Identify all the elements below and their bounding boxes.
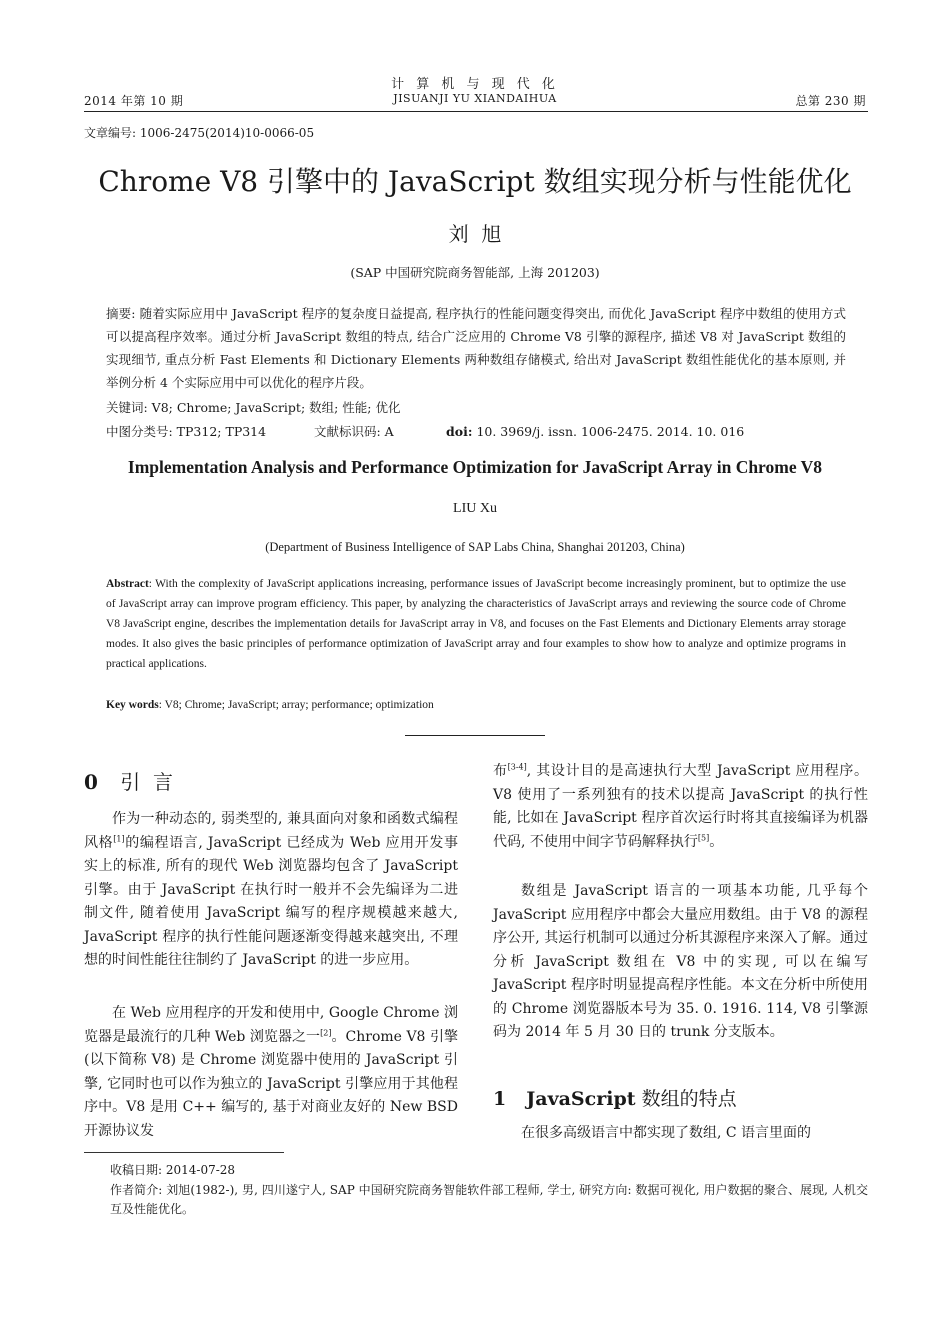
keywords-cn: 关键词: V8; Chrome; JavaScript; 数组; 性能; 优化	[106, 400, 401, 415]
journal-name-pinyin: JISUANJI YU XIANDAIHUA	[393, 92, 557, 105]
author-en: LIU Xu	[453, 501, 497, 516]
abstract-end-rule	[405, 735, 545, 736]
section-0-p1-text-b: 的编程语言, JavaScript 已经成为 Web 应用开发事实上的标准, 所有的现代 Web 浏览器均包含了 JavaScript 引擎。由于 JavaScript 在执行时一般并不会先编译为二进制文件, 随着使用 JavaScript 编写的程序规模越来越大, JavaScript 程序的执行性能问题逐渐变得越来越突出, 不理想的时间性能往往制约了 JavaScript 的进一步应用。	[84, 834, 458, 968]
citation-5: [5]	[697, 832, 710, 842]
doi-value: 10. 3969/j. issn. 1006-2475. 2014. 10. 016	[476, 424, 745, 439]
section-1-number: 1	[493, 1088, 507, 1110]
keywords-en-label: Key words	[106, 699, 159, 711]
affiliation-en: (Department of Business Intelligence of SAP Labs China, Shanghai 201203, China)	[265, 540, 685, 554]
section-0-p1-text-a: 作为一种动态的, 弱类型的, 兼具面向对象和函数式编程风格	[84, 811, 458, 851]
section-0-paragraph-1	[84, 808, 458, 973]
article-number: 文章编号: 1006-2475(2014)10-0066-05	[84, 126, 315, 140]
section-1-title-en: JavaScript	[526, 1088, 636, 1110]
section-1-heading	[493, 1084, 737, 1111]
section-0-paragraph-2	[84, 1002, 458, 1143]
section-1-title-cn: 数组的特点	[641, 1088, 737, 1110]
journal-name-cn: 计 算 机 与 现 代 化	[391, 77, 559, 92]
classification-clc: 中图分类号: TP312; TP314	[106, 424, 267, 439]
section-0-c2-text-a: 布	[493, 763, 508, 779]
footnote-author-bio: 作者简介: 刘旭(1982-), 男, 四川遂宁人, SAP 中国研究院商务智能软件部工程师, 学士, 研究方向: 数据可视化, 用户数据的聚合、展现, 人机交互及性能优化。	[110, 1183, 868, 1216]
keywords-en-text: : V8; Chrome; JavaScript; array; performance; optimization	[158, 699, 434, 711]
section-0-p2-text-b: 。Chrome V8 引擎(以下简称 V8) 是 Chrome 浏览器中使用的 JavaScript 引擎, 它同时也可以作为独立的 JavaScript 引擎应用于其他程序中。V8 是用 C++ 编写的, 基于对商业友好的 New BSD 开源协议发	[84, 1028, 459, 1139]
affiliation-cn: (SAP 中国研究院商务智能部, 上海 201203)	[350, 265, 600, 280]
section-0-number: 0	[84, 770, 98, 794]
header-issue: 2014 年第 10 期	[84, 94, 184, 108]
doi	[446, 420, 744, 443]
header-total-issue: 总第 230 期	[795, 94, 866, 108]
abstract-en-text: : With the complexity of JavaScript applications increasing, performance issues of JavaScript become increasingly prominent, but to optimize the use of JavaScript array can improve program efficiency. This paper, by analyzing the characteristics of JavaScript arrays and reviewing the source code of Chrome V8 JavaScript engine, describes the implementation details for JavaScript array in V8, and focuses on the Fast Elements and Dictionary Elements array storage modes. It also gives the basic principles of performance optimization of JavaScript array and four examples to show how to analyze and optimize programs in practical applications.	[106, 578, 846, 670]
abstract-en	[106, 574, 846, 674]
section-0-p2-text-a: 在 Web 应用程序的开发和使用中, Google Chrome 浏览器是最流行的几种 Web 浏览器之一	[84, 1005, 458, 1045]
section-0-paragraph-3: 数组是 JavaScript 语言的一项基本功能, 几乎每个 JavaScript 应用程序中都会大量应用数组。由于 V8 的源程序公开, 其运行机制可以通过分析其源程序来深入了解。通过分析 JavaScript 数组在 V8 中的实现, 可以在编写 JavaScript 程序时明显提高程序性能。本文在分析中所使用的 Chrome 浏览器版本号为 35. 0. 1916. 114, V8 引擎源码为 2014 年 5 月 30 日的 trunk 分支版本。	[493, 883, 868, 1040]
footnote-rule	[84, 1152, 284, 1153]
citation-1: [1]	[113, 833, 125, 843]
section-0-c2-text-c: 。	[709, 833, 724, 850]
section-0-paragraph-2-continued	[493, 760, 868, 854]
document-code: 文献标识码: A	[314, 424, 394, 439]
section-0-c2-text-b: , 其设计目的是高速执行大型 JavaScript 应用程序。V8 使用了一系列独有的技术以提高 JavaScript 的执行性能, 比如在 JavaScript 程序首次运行时将其直接编译为机器代码, 不使用中间字节码解释执行	[493, 763, 868, 850]
citation-3-4: [3-4]	[507, 762, 527, 772]
abstract-cn: 摘要: 随着实际应用中 JavaScript 程序的复杂度日益提高, 程序执行的性能问题变得突出, 而优化 JavaScript 程序中数组的使用方式可以提高程序效率。通过分析 JavaScript 数组的特点, 结合广泛应用的 Chrome V8 引擎的源程序, 描述 V8 对 JavaScript 数组的实现细节, 重点分析 Fast Elements 和 Dictionary Elements 两种数组存储模式, 给出对 JavaScript 数组性能优化的基本原则, 并举例分析 4 个实际应用中可以优化的程序片段。	[106, 306, 846, 390]
author-cn: 刘 旭	[448, 222, 502, 246]
header-rule	[84, 111, 868, 112]
doi-label: doi:	[446, 424, 473, 439]
title-en: Implementation Analysis and Performance Optimization for JavaScript Array in Chrome V8	[127, 457, 823, 477]
section-0-title: 引 言	[120, 770, 173, 794]
section-0-heading	[84, 766, 173, 795]
section-1-paragraph-1: 在很多高级语言中都实现了数组, C 语言里面的	[521, 1125, 812, 1141]
abstract-en-label: Abstract	[106, 578, 149, 590]
keywords-en	[106, 695, 434, 715]
title-cn: Chrome V8 引擎中的 JavaScript 数组实现分析与性能优化	[98, 165, 852, 198]
footnote-received: 收稿日期: 2014-07-28	[110, 1163, 236, 1177]
citation-2: [2]	[320, 1027, 332, 1037]
